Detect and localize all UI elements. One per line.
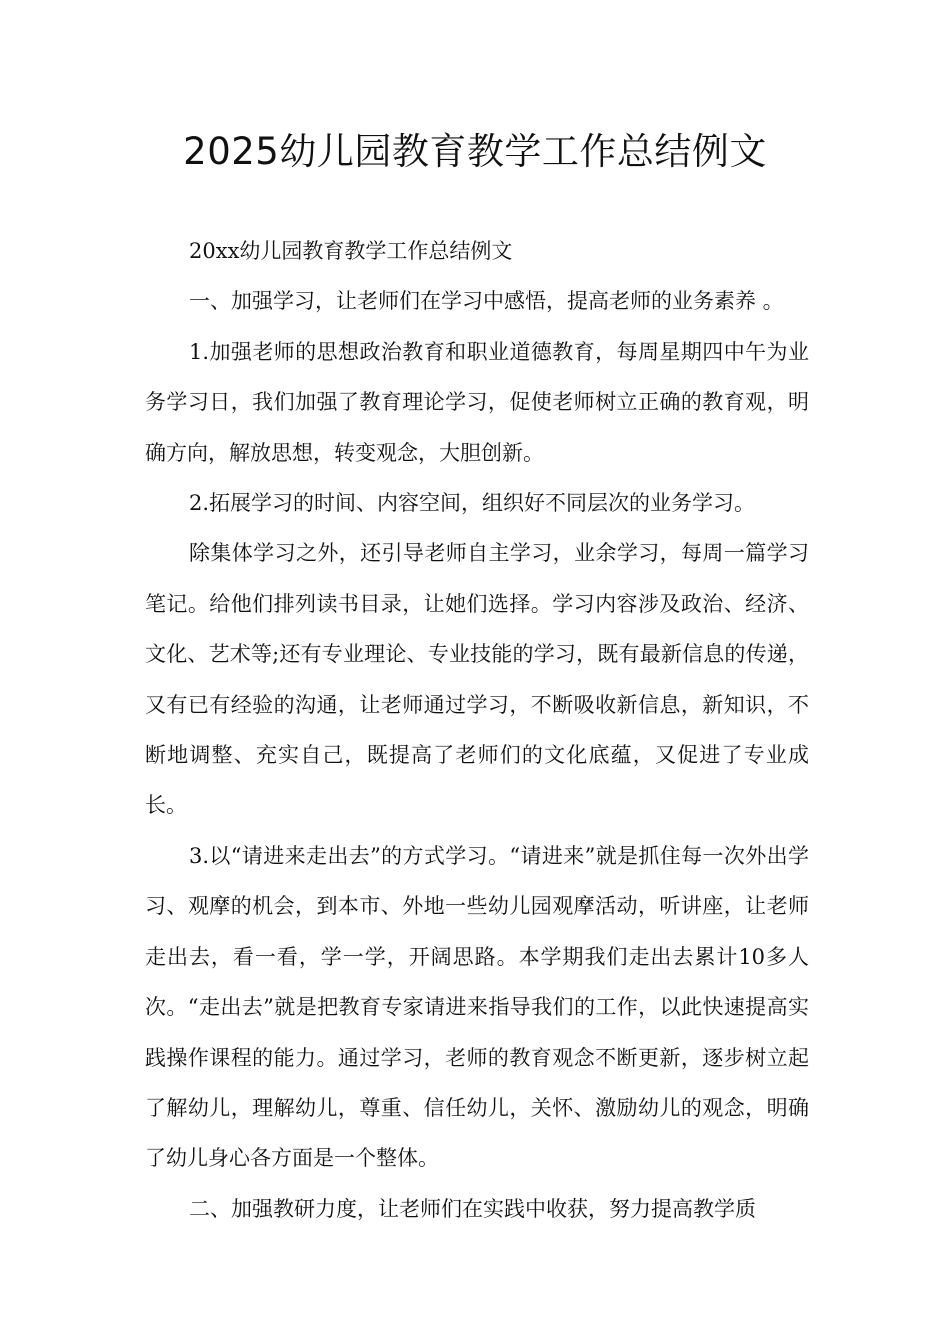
document-body [145,226,809,1234]
section-heading-2: 二、加强教研力度，让老师们在实践中收获，努力提高教学质 [189,1196,756,1221]
paragraph-1: 1.加强老师的思想政治教育和职业道德教育，每周星期四中午为业务学习日，我们加强了教育理论学习，促使老师树立正确的教育观，明确方向，解放思想，转变观念，大胆创新。 [145,339,809,465]
paragraph-4: 3.以“请进来走出去”的方式学习。“请进来”就是抓住每一次外出学习、观摩的机会，到本市、外地一些幼儿园观摩活动，听讲座，让老师走出去，看一看，学一学，开阔思路。本学期我们走出去累计10多人次。“走出去”就是把教育专家请进来指导我们的工作，以此快速提高实践操作课程的能力。通过学习，老师的教育观念不断更新，逐步树立起了解幼儿，理解幼儿，尊重、信任幼儿，关怀、激励幼儿的观念，明确了幼儿身心各方面是一个整体。 [145,843,809,1171]
paragraph-3: 除集体学习之外，还引导老师自主学习，业余学习，每周一篇学习笔记。给他们排列读书目录，让她们选择。学习内容涉及政治、经济、文化、艺术等;还有专业理论、专业技能的学习，既有最新信息的传递，又有已有经验的沟通，让老师通过学习，不断吸收新信息，新知识，不断地调整、充实自己，既提高了老师们的文化底蕴，又促进了专业成长。 [145,541,809,818]
document-subtitle: 20xx幼儿园教育教学工作总结例文 [189,239,513,263]
document-title: 2025幼儿园教育教学工作总结例文 [183,130,767,173]
paragraph-2: 2.拓展学习的时间、内容空间，组织好不同层次的业务学习。 [189,491,756,516]
section-heading-1: 一、加强学习，让老师们在学习中感悟，提高老师的业务素养 。 [189,289,784,314]
